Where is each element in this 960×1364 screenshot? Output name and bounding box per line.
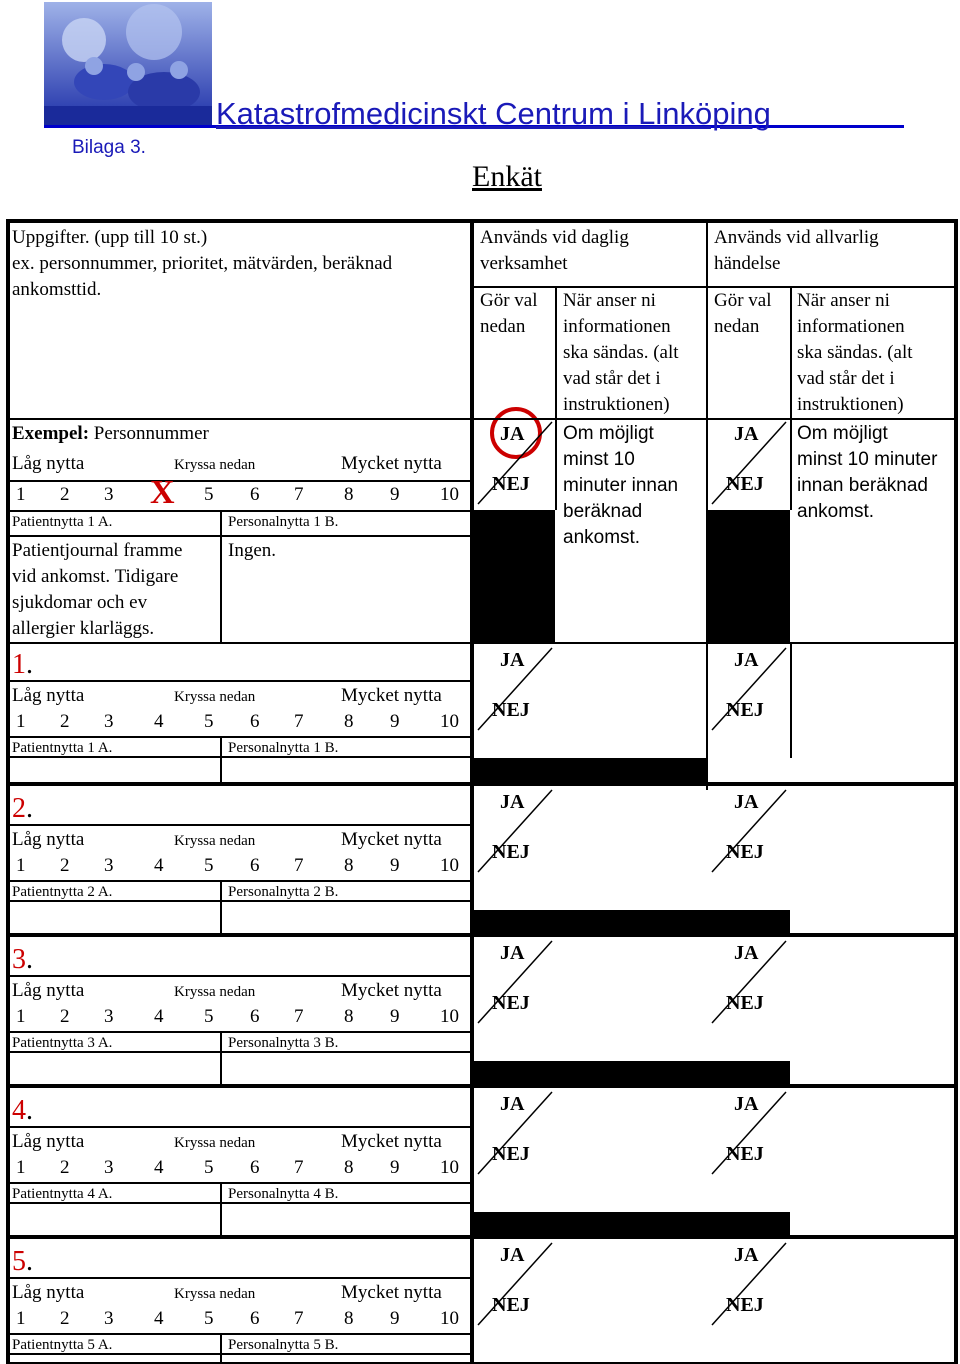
row-2-scale-value: 3 [104,855,114,876]
example-scale-value: 6 [250,484,260,505]
row-5-high-label: Mycket nytta [341,1282,442,1303]
row-5-line-3 [6,1353,472,1355]
daily-choose-header: Gör val nedan [480,290,538,337]
row-1-line-2 [6,736,472,738]
row-5-line-1 [6,1277,472,1279]
row-5-scale-value: 6 [250,1308,260,1329]
example-high-label: Mycket nytta [341,453,442,474]
row-1-scale-value: 2 [60,711,70,732]
example-scale-value: 7 [294,484,304,505]
row-4-number-dot: . [26,1095,33,1126]
example-daily-slash-icon [472,418,556,508]
row-4-low-label: Låg nytta [12,1131,85,1152]
row-4-scale-value: 4 [154,1157,164,1178]
row-1-vertical [220,736,222,782]
row-1-scale-value: 7 [294,711,304,732]
table-left-border [6,219,10,1364]
row-3-number [12,945,33,975]
serious-when-header: När anser ni informationen ska sändas. (alt vad står det i instruktionen) [797,290,913,415]
example-line-3 [6,535,472,537]
row-1-scale-value: 8 [344,711,354,732]
row-1-scale-value: 10 [440,711,459,732]
row-5-number-dot: . [26,1246,33,1277]
example-line-2 [6,510,472,512]
row-5-serious-no-label: NEJ [726,1294,764,1316]
row-2-scale-value: 4 [154,855,164,876]
row-4-serious-slash-icon [706,1088,790,1178]
example-scale-value: 5 [204,484,214,505]
row-5-number-text: 5 [12,1246,26,1277]
row-4-scale-value: 9 [390,1157,400,1178]
row-5-scale-value: 1 [16,1308,26,1329]
organization-logo [44,2,212,126]
row-3-serious-no-label: NEJ [726,992,764,1014]
row-3-line-1 [6,975,472,977]
row-2-scale-value: 6 [250,855,260,876]
row-3-scale-value: 7 [294,1006,304,1027]
row-3-number-dot: . [26,944,33,975]
row-4-scale-value: 10 [440,1157,459,1178]
row-1-number-dot: . [26,649,33,680]
row-5-scale-value: 2 [60,1308,70,1329]
row-2-serious-slash-icon [706,786,790,876]
example-daily-no-label: NEJ [492,473,530,495]
row-1-serious-yes-label: JA [734,649,759,671]
row-3-scale-value: 2 [60,1006,70,1027]
row-3-scale-value: 1 [16,1006,26,1027]
row-1-scale-value: 4 [154,711,164,732]
example-label: Exempel: Personnummer [12,423,209,444]
row-1-staff-label: Personalnytta 1 B. [228,740,339,756]
row-1-number-text: 1 [12,649,26,680]
row-4-line-2 [6,1182,472,1184]
example-serious-yes-label: JA [734,423,759,445]
row-2-scale-value: 2 [60,855,70,876]
row-4-scale-value: 1 [16,1157,26,1178]
table-top-border [6,219,958,223]
row-4-check-label: Kryssa nedan [174,1135,256,1151]
row-4-line-1 [6,1126,472,1128]
row-1-line-3 [6,756,472,758]
row-3-line-3 [6,1051,472,1053]
row-5-daily-slash-icon [472,1239,556,1329]
example-daily-yes-label: JA [500,423,525,445]
example-serious-black-cell [706,510,790,642]
example-scale-value: 3 [104,484,114,505]
row-1-check-label: Kryssa nedan [174,689,256,705]
row-2-scale-value: 9 [390,855,400,876]
row-2-staff-label: Personalnytta 2 B. [228,884,339,900]
example-serious-when: Om möjligt minst 10 minuter innan beräknad ankomst. [797,423,938,522]
row-3-vertical [220,1031,222,1084]
document-title: Enkät [472,160,542,193]
row-2-daily-slash-icon [472,786,556,876]
row-4-scale-value: 5 [204,1157,214,1178]
row-2-scale-value: 10 [440,855,459,876]
row-2-serious-yes-label: JA [734,791,759,813]
row-4-daily-black-cell [472,1212,706,1235]
serious-header: Används vid allvarlig händelse [714,227,879,274]
row-4-serious-black-cell [706,1212,790,1235]
row-5-patient-label: Patientnytta 5 A. [12,1337,113,1353]
row-3-scale-value: 9 [390,1006,400,1027]
example-scale-value: 8 [344,484,354,505]
row-5-scale-value: 10 [440,1308,459,1329]
row-5-serious-yes-label: JA [734,1244,759,1266]
example-daily-when: Om möjligt minst 10 minuter innan beräknad ankomst. [563,423,679,548]
row-1-daily-no-label: NEJ [492,699,530,721]
row-5-number [12,1247,33,1277]
row-2-serious-no-label: NEJ [726,841,764,863]
row-3-serious-black-cell [706,1061,790,1084]
serious-choose-header: Gör val nedan [714,290,772,337]
row-3-patient-label: Patientnytta 3 A. [12,1035,113,1051]
row-1-daily-black-extra [472,758,706,782]
row-4-staff-label: Personalnytta 4 B. [228,1186,339,1202]
attachment-label: Bilaga 3. [72,137,146,158]
row-2-patient-label: Patientnytta 2 A. [12,884,113,900]
row-1-patient-label: Patientnytta 1 A. [12,740,113,756]
table-right-border [954,219,958,1364]
row-5-serious-slash-icon [706,1239,790,1329]
example-scale-value: 10 [440,484,459,505]
row-3-scale-value: 3 [104,1006,114,1027]
example-serious-vertical [790,418,792,510]
example-serious-slash-icon [706,418,790,508]
org-title: Katastrofmedicinskt Centrum i Linköping [216,96,771,131]
row-1-serious-no-label: NEJ [726,699,764,721]
row-5-scale-value: 9 [390,1308,400,1329]
example-vertical [220,510,222,642]
row-3-number-text: 3 [12,944,26,975]
row-2-check-label: Kryssa nedan [174,833,256,849]
row-1-serious-right-vertical [790,642,792,758]
row-4-high-label: Mycket nytta [341,1131,442,1152]
row-1-scale-value: 6 [250,711,260,732]
row-1-number [12,650,33,680]
tasks-header: Uppgifter. (upp till 10 st.) ex. personnummer, prioritet, mätvärden, beräknad ankomsttid. [12,227,393,300]
row-4-scale-value: 7 [294,1157,304,1178]
row-3-daily-black-cell [472,1061,706,1084]
row-4-scale-value: 8 [344,1157,354,1178]
row-1-daily-yes-label: JA [500,649,525,671]
row-3-serious-yes-label: JA [734,942,759,964]
row-3-check-label: Kryssa nedan [174,984,256,1000]
row-4-scale-value: 2 [60,1157,70,1178]
example-staff-label: Personalnytta 1 B. [228,514,339,530]
example-serious-no-label: NEJ [726,473,764,495]
row-2-serious-black-cell [706,910,790,933]
row-4-line-3 [6,1202,472,1204]
row-4-serious-no-label: NEJ [726,1143,764,1165]
row-2-daily-yes-label: JA [500,791,525,813]
row-1-high-label: Mycket nytta [341,685,442,706]
subheader-line [472,286,958,288]
row-3-scale-value: 5 [204,1006,214,1027]
row-1-scale-value: 1 [16,711,26,732]
row-2-line-3 [6,900,472,902]
row-2-line-1 [6,824,472,826]
example-patient-text: Patientjournal framme vid ankomst. Tidigare sjukdomar och ev allergier klarläggs. [12,540,183,639]
row-5-scale-value: 8 [344,1308,354,1329]
row-2-daily-no-label: NEJ [492,841,530,863]
row-3-serious-slash-icon [706,937,790,1027]
row-2-scale-value: 5 [204,855,214,876]
row-5-vertical [220,1333,222,1364]
row-4-daily-no-label: NEJ [492,1143,530,1165]
row-2-line-2 [6,880,472,882]
row-4-patient-label: Patientnytta 4 A. [12,1186,113,1202]
row-2-scale-value: 7 [294,855,304,876]
row-5-low-label: Låg nytta [12,1282,85,1303]
daily-sub-divider [555,286,557,418]
example-scale-value: 9 [390,484,400,505]
row-5-scale-value: 3 [104,1308,114,1329]
row-5-scale-value: 7 [294,1308,304,1329]
row-4-scale-value: 3 [104,1157,114,1178]
example-scale-x-mark: X [150,474,175,511]
row-5-line-2 [6,1333,472,1335]
row-3-line-2 [6,1031,472,1033]
example-line-1 [6,480,472,482]
row-3-scale-value: 10 [440,1006,459,1027]
row-3-scale-value: 4 [154,1006,164,1027]
daily-when-header: När anser ni informationen ska sändas. (alt vad står det i instruktionen) [563,290,679,415]
row-2-high-label: Mycket nytta [341,829,442,850]
row-4-scale-value: 6 [250,1157,260,1178]
row-3-low-label: Låg nytta [12,980,85,1001]
serious-sub-divider [790,286,792,418]
example-staff-text: Ingen. [228,540,277,561]
row-3-high-label: Mycket nytta [341,980,442,1001]
row-5-scale-value: 4 [154,1308,164,1329]
row-2-number [12,794,33,824]
row-2-vertical [220,880,222,933]
row-3-daily-yes-label: JA [500,942,525,964]
row-1-line-1 [6,680,472,682]
row-5-staff-label: Personalnytta 5 B. [228,1337,339,1353]
row-5-daily-yes-label: JA [500,1244,525,1266]
row-1-serious-slash-icon [706,644,790,734]
row-4-daily-slash-icon [472,1088,556,1178]
row-5-scale-value: 5 [204,1308,214,1329]
row-4-vertical [220,1182,222,1235]
row-3-scale-value: 8 [344,1006,354,1027]
row-4-serious-yes-label: JA [734,1093,759,1115]
row-4-number-text: 4 [12,1095,26,1126]
row-2-number-text: 2 [12,793,26,824]
example-scale-value: 2 [60,484,70,505]
row-3-daily-slash-icon [472,937,556,1027]
row-3-daily-no-label: NEJ [492,992,530,1014]
row-2-scale-value: 1 [16,855,26,876]
row-3-scale-value: 6 [250,1006,260,1027]
row-1-scale-value: 3 [104,711,114,732]
row-1-scale-value: 9 [390,711,400,732]
example-check-label: Kryssa nedan [174,457,256,473]
example-daily-black-cell [472,510,555,642]
row-2-scale-value: 8 [344,855,354,876]
row-2-daily-black-cell [472,910,706,933]
row-1-daily-slash-icon [472,644,556,734]
row-2-number-dot: . [26,793,33,824]
row-1-low-label: Låg nytta [12,685,85,706]
row-2-low-label: Låg nytta [12,829,85,850]
row-5-check-label: Kryssa nedan [174,1286,256,1302]
example-scale-value: 1 [16,484,26,505]
row-5-daily-no-label: NEJ [492,1294,530,1316]
row-1-scale-value: 5 [204,711,214,732]
example-patient-label: Patientnytta 1 A. [12,514,113,530]
daily-header: Används vid daglig verksamhet [480,227,629,274]
row-4-daily-yes-label: JA [500,1093,525,1115]
row-3-staff-label: Personalnytta 3 B. [228,1035,339,1051]
row-4-number [12,1096,33,1126]
example-low-label: Låg nytta [12,453,85,474]
